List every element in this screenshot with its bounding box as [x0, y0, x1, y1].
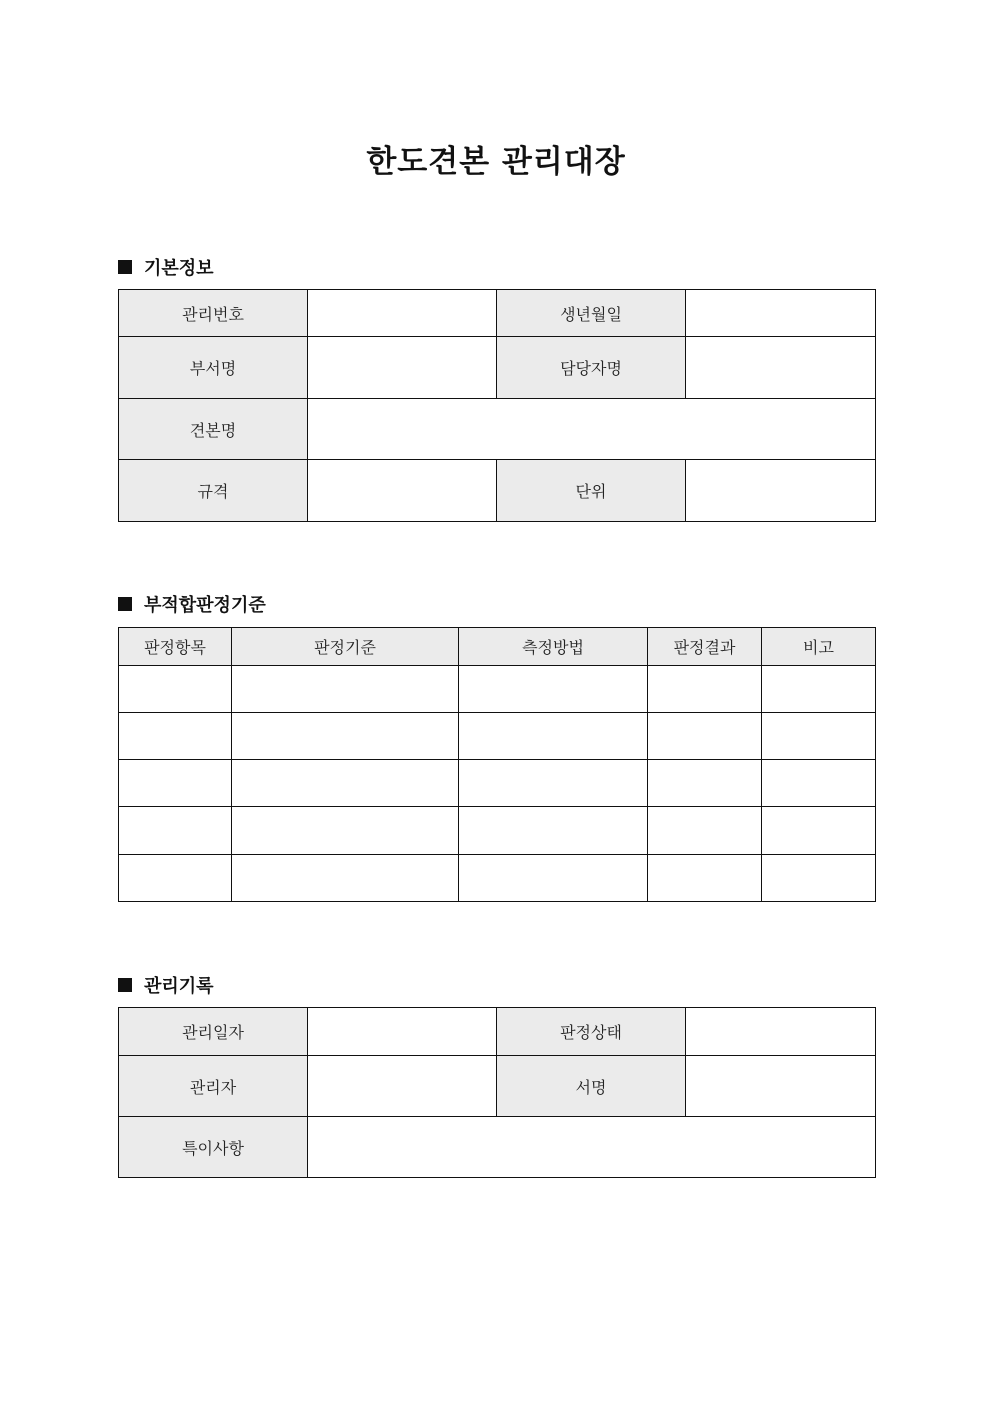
- label-signature: 서명: [497, 1056, 686, 1117]
- label-mgmt-no: 관리번호: [119, 290, 308, 337]
- table-cell[interactable]: [762, 713, 876, 760]
- table-cell[interactable]: [762, 807, 876, 855]
- section-title: 부적합판정기준: [144, 595, 266, 616]
- table-cell[interactable]: [648, 760, 762, 807]
- table-cell[interactable]: [459, 666, 648, 713]
- table-cell[interactable]: [762, 760, 876, 807]
- label-manager: 담당자명: [497, 337, 686, 399]
- column-header: 판정기준: [232, 628, 459, 666]
- column-header: 판정결과: [648, 628, 762, 666]
- table-cell[interactable]: [119, 760, 232, 807]
- field-admin[interactable]: [308, 1056, 497, 1117]
- section-criteria-heading: [118, 591, 266, 617]
- field-mgmt-no[interactable]: [308, 290, 497, 337]
- section-title: 관리기록: [144, 976, 214, 997]
- field-spec[interactable]: [308, 460, 497, 522]
- square-bullet-icon: [118, 597, 132, 611]
- table-cell[interactable]: [459, 713, 648, 760]
- label-unit: 단위: [497, 460, 686, 522]
- label-birth: 생년월일: [497, 290, 686, 337]
- label-remarks: 특이사항: [119, 1117, 308, 1178]
- field-dept[interactable]: [308, 337, 497, 399]
- table-cell[interactable]: [119, 666, 232, 713]
- section-record-heading: [118, 972, 214, 998]
- label-date: 관리일자: [119, 1008, 308, 1056]
- label-spec: 규격: [119, 460, 308, 522]
- column-header: 측정방법: [459, 628, 648, 666]
- field-unit[interactable]: [686, 460, 876, 522]
- table-cell[interactable]: [762, 666, 876, 713]
- table-cell[interactable]: [762, 855, 876, 902]
- table-row: [119, 807, 876, 855]
- table-cell[interactable]: [232, 807, 459, 855]
- table-cell[interactable]: [648, 807, 762, 855]
- table-row: [119, 760, 876, 807]
- square-bullet-icon: [118, 978, 132, 992]
- field-signature[interactable]: [686, 1056, 876, 1117]
- field-sample-name[interactable]: [308, 399, 876, 460]
- table-cell[interactable]: [119, 713, 232, 760]
- table-row: [119, 855, 876, 902]
- table-row: [119, 666, 876, 713]
- page-title: 한도견본 관리대장: [366, 144, 626, 180]
- table-cell[interactable]: [459, 855, 648, 902]
- label-sample-name: 견본명: [119, 399, 308, 460]
- square-bullet-icon: [118, 260, 132, 274]
- table-cell[interactable]: [119, 855, 232, 902]
- table-cell[interactable]: [232, 713, 459, 760]
- field-date[interactable]: [308, 1008, 497, 1056]
- section-title: 기본정보: [144, 258, 214, 279]
- table-cell[interactable]: [648, 666, 762, 713]
- label-dept: 부서명: [119, 337, 308, 399]
- field-manager[interactable]: [686, 337, 876, 399]
- table-row: [119, 713, 876, 760]
- table-cell[interactable]: [232, 666, 459, 713]
- field-birth[interactable]: [686, 290, 876, 337]
- table-cell[interactable]: [648, 713, 762, 760]
- field-status[interactable]: [686, 1008, 876, 1056]
- table-cell[interactable]: [459, 807, 648, 855]
- column-header: 비고: [762, 628, 876, 666]
- table-cell[interactable]: [648, 855, 762, 902]
- table-cell[interactable]: [119, 807, 232, 855]
- label-admin: 관리자: [119, 1056, 308, 1117]
- table-cell[interactable]: [459, 760, 648, 807]
- column-header: 판정항목: [119, 628, 232, 666]
- section-basic-heading: [118, 254, 214, 280]
- table-cell[interactable]: [232, 760, 459, 807]
- criteria-table: [118, 627, 876, 902]
- table-cell[interactable]: [232, 855, 459, 902]
- basic-info-table: [118, 289, 876, 522]
- label-status: 판정상태: [497, 1008, 686, 1056]
- field-remarks[interactable]: [308, 1117, 876, 1178]
- record-table: [118, 1007, 876, 1178]
